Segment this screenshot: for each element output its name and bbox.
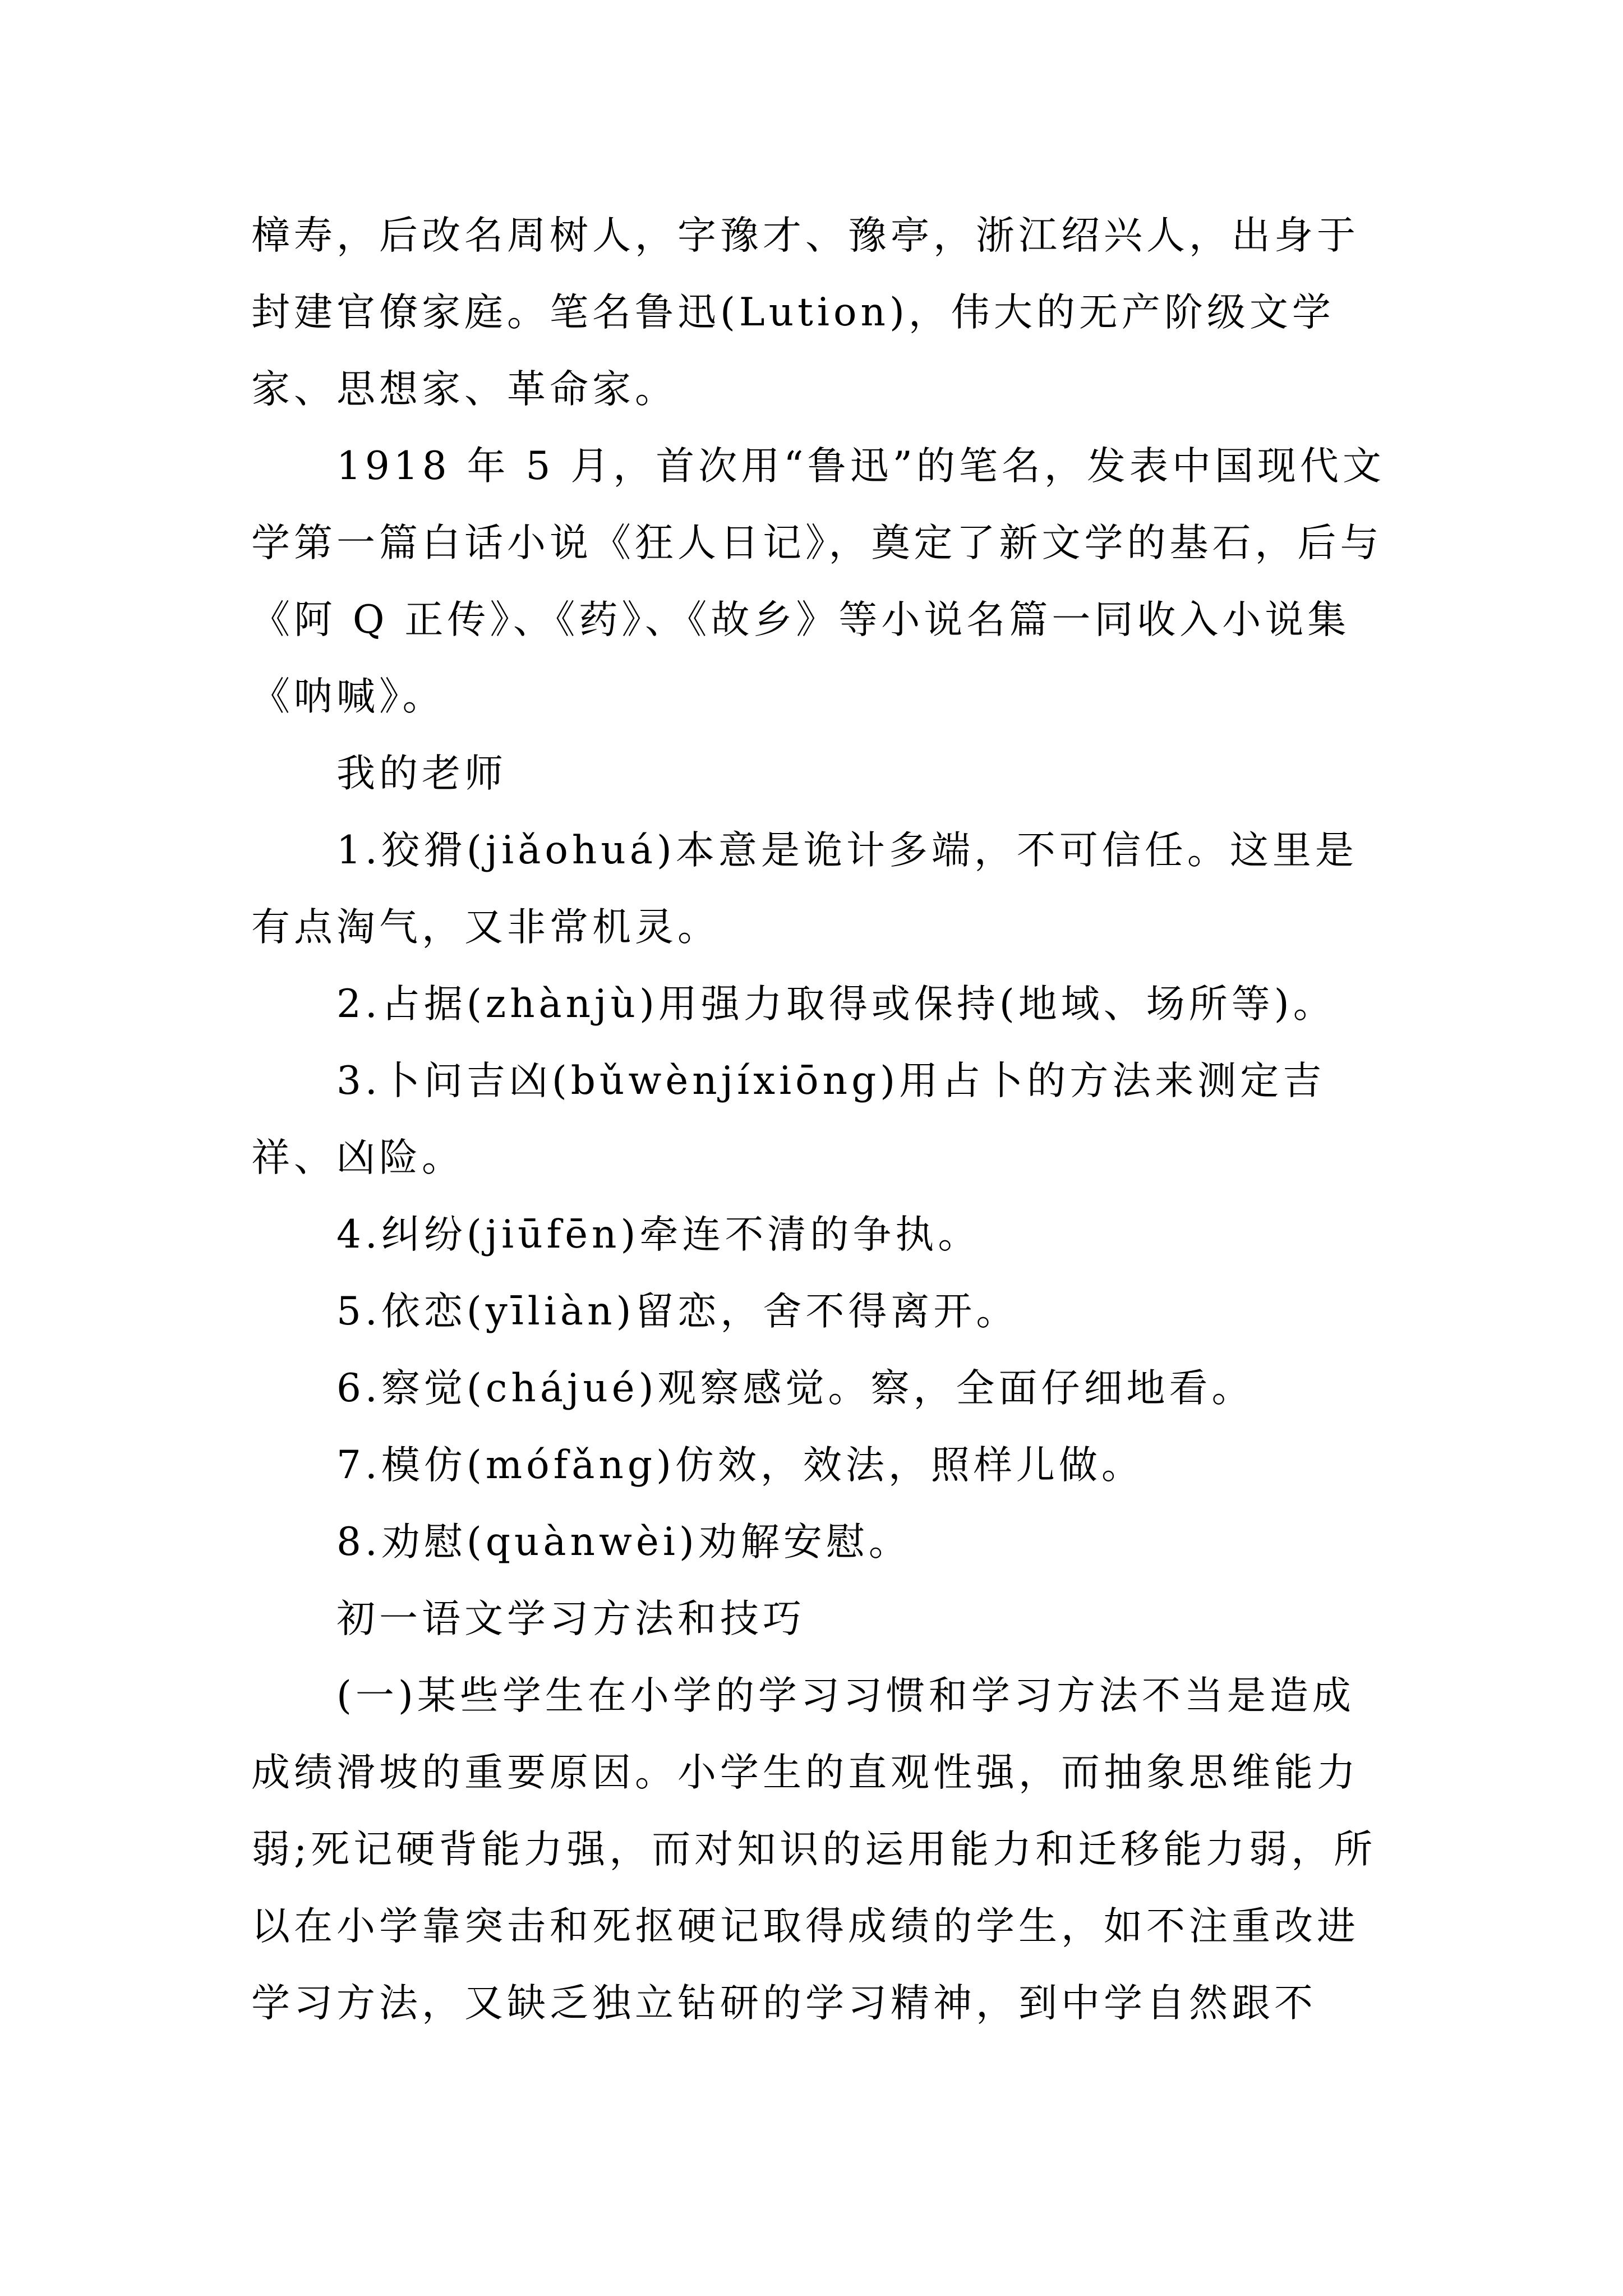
paragraph-biography: 樟寿，后改名周树人，字豫才、豫亭，浙江绍兴人，出身于封建官僚家庭。笔名鲁迅(Lution)，伟大的无产阶级文学家、思想家、革命家。 <box>251 213 1359 412</box>
paragraph-study-method-1: (一)某些学生在小学的学习习惯和学习方法不当是造成成绩滑坡的重要原因。小学生的直观性强，而抽象思维能力弱;死记硬背能力强，而对知识的运用能力和迁移能力弱，所以在小学靠突击和死抠硬记取得成绩的学生，如不注重改进学习方法，又缺乏独立钻研的学习精神，到中学自然跟不 <box>251 1673 1377 2026</box>
section-heading-study-methods: 初一语文学习方法和技巧 <box>336 1596 805 1641</box>
paragraph-1918-publication: 1918 年 5 月，首次用“鲁迅”的笔名，发表中国现代文学第一篇白话小说《狂人日记》，奠定了新文学的基石，后与《阿 Q 正传》、《药》、《故乡》等小说名篇一同收入小说集《呐喊》。 <box>251 444 1385 719</box>
vocab-item-7: 7.模仿(mófǎng)仿效，效法，照样儿做。 <box>336 1443 1144 1488</box>
vocab-item-6: 6.察觉(chájué)观察感觉。察，全面仔细地看。 <box>336 1366 1255 1411</box>
document-page <box>251 197 1390 2042</box>
section-heading-my-teacher: 我的老师 <box>336 751 507 796</box>
vocab-item-2: 2.占据(zhànjù)用强力取得或保持(地域、场所等)。 <box>336 982 1336 1027</box>
vocab-item-3: 3.卜问吉凶(bǔwènjíxiōng)用占卜的方法来测定吉祥、凶险。 <box>251 1059 1326 1180</box>
vocab-item-5: 5.依恋(yīliàn)留恋，舍不得离开。 <box>336 1289 1019 1334</box>
vocab-item-1: 1.狡猾(jiǎohuá)本意是诡计多端，不可信任。这里是有点淘气，又非常机灵。 <box>251 828 1358 950</box>
vocab-item-4: 4.纠纷(jiūfēn)牵连不清的争执。 <box>336 1212 981 1257</box>
vocab-item-8: 8.劝慰(quànwèi)劝解安慰。 <box>336 1520 911 1565</box>
